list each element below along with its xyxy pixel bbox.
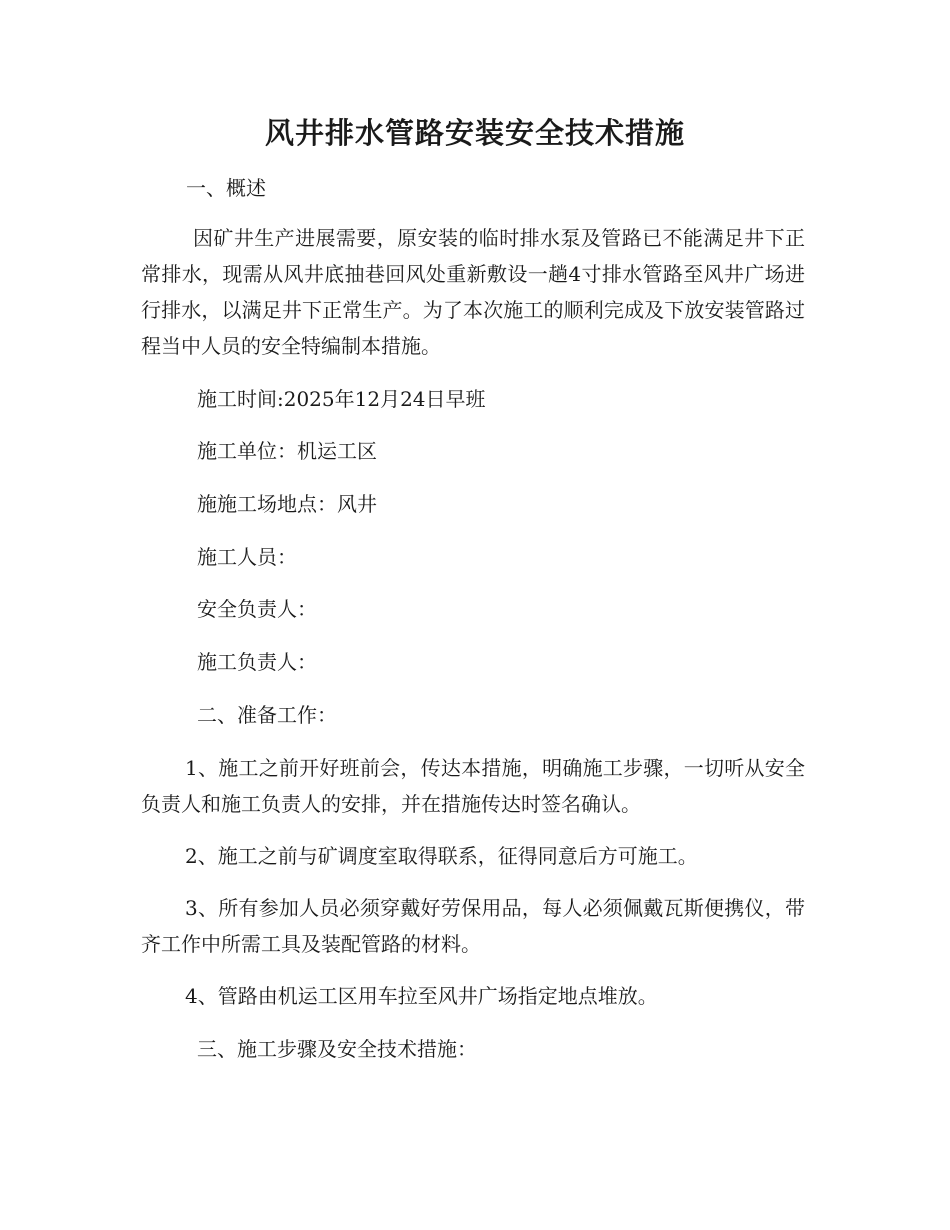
construction-leader: 施工负责人： [197,650,317,674]
overview-paragraph: 因矿井生产进展需要，原安装的临时排水泵及管路已不能满足井下正常排水，现需从风井底抽巷回风处重新敷设一趟4寸排水管路至风井广场进行排水，以满足井下正常生产。为了本次施工的顺利完成及下放安装管路过程当中人员的安全特编制本措施。 [141,226,805,358]
construction-unit: 施工单位：机运工区 [197,439,377,463]
section-heading-preparation: 二、准备工作： [197,703,337,727]
document-title: 风井排水管路安装安全技术措施 [264,116,685,150]
construction-site: 施施工场地点：风井 [197,492,377,516]
section-heading-overview: 一、概述 [186,176,266,200]
section-heading-steps: 三、施工步骤及安全技术措施： [197,1037,477,1061]
safety-leader: 安全负责人： [197,597,317,621]
prep-item-3: 3、所有参加人员必须穿戴好劳保用品，每人必须佩戴瓦斯便携仪，带齐工作中所需工具及装配管路的材料。 [141,896,805,956]
construction-time: 施工时间:2025年12月24日早班 [197,387,486,411]
prep-item-2: 2、施工之前与矿调度室取得联系，征得同意后方可施工。 [185,844,698,868]
prep-item-4: 4、管路由机运工区用车拉至风井广场指定地点堆放。 [185,984,658,1008]
prep-item-1: 1、施工之前开好班前会，传达本措施，明确施工步骤，一切听从安全负责人和施工负责人的安排，并在措施传达时签名确认。 [141,756,805,816]
construction-staff: 施工人员： [197,545,297,569]
